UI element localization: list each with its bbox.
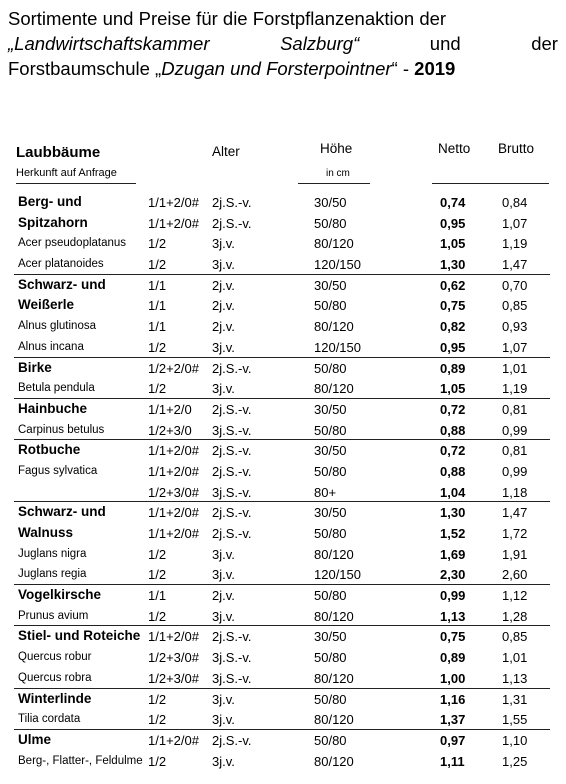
cell-code: 1/2+3/0 xyxy=(148,422,192,438)
cell-age: 2j.v. xyxy=(212,277,235,293)
table-row xyxy=(0,254,566,275)
cell-netto: 0,82 xyxy=(440,319,466,335)
cell-height: 50/80 xyxy=(314,215,347,231)
cell-code: 1/2 xyxy=(148,567,167,583)
cell-name: Weißerle xyxy=(18,297,75,313)
column-alter: Alter xyxy=(212,144,240,159)
cell-brutto: 1,31 xyxy=(502,691,528,707)
cell-code: 1/2 xyxy=(148,339,167,355)
cell-name: Alnus incana xyxy=(18,340,84,353)
cell-height: 80/120 xyxy=(314,753,354,769)
cell-name: Birke xyxy=(18,359,52,375)
cell-age: 2j.v. xyxy=(212,298,235,314)
cell-netto: 0,62 xyxy=(440,277,466,293)
cell-netto: 0,89 xyxy=(440,360,466,376)
cell-age: 3j.v. xyxy=(212,546,235,562)
cell-brutto: 1,91 xyxy=(502,546,528,562)
cell-age: 2j.S.-v. xyxy=(212,732,252,748)
cell-code: 1/2+3/0# xyxy=(148,650,199,666)
cell-name: Betula pendula xyxy=(18,382,95,395)
cell-code: 1/1+2/0 xyxy=(148,401,192,417)
table-row xyxy=(0,626,566,647)
table-row xyxy=(0,275,566,296)
cell-name: Carpinus betulus xyxy=(18,423,105,436)
cell-name: Winterlinde xyxy=(18,690,92,706)
cell-netto: 0,99 xyxy=(440,588,466,604)
cell-age: 3j.S.-v. xyxy=(212,422,252,438)
table-row xyxy=(0,337,566,358)
cell-name: Tilia cordata xyxy=(18,713,81,726)
cell-code: 1/2 xyxy=(148,257,167,273)
table-row xyxy=(0,502,566,523)
cell-height: 30/50 xyxy=(314,401,347,417)
cell-netto: 0,72 xyxy=(440,401,466,417)
cell-brutto: 0,93 xyxy=(502,319,528,335)
cell-code: 1/2+2/0# xyxy=(148,360,199,376)
cell-height: 30/50 xyxy=(314,443,347,459)
cell-netto: 0,95 xyxy=(440,339,466,355)
cell-name: Prunus avium xyxy=(18,609,89,622)
cell-name: Quercus robra xyxy=(18,671,92,684)
header-underline-hoehe xyxy=(298,183,370,184)
cell-brutto: 0,81 xyxy=(502,443,528,459)
cell-netto: 0,75 xyxy=(440,298,466,314)
cell-code: 1/2+3/0# xyxy=(148,670,199,686)
cell-height: 30/50 xyxy=(314,505,347,521)
cell-age: 3j.v. xyxy=(212,691,235,707)
cell-height: 50/80 xyxy=(314,588,347,604)
cell-height: 30/50 xyxy=(314,629,347,645)
cell-netto: 1,00 xyxy=(440,670,466,686)
table-row xyxy=(0,358,566,379)
cell-age: 3j.v. xyxy=(212,339,235,355)
table-row xyxy=(0,482,566,503)
cell-netto: 0,89 xyxy=(440,650,466,666)
cell-brutto: 1,12 xyxy=(502,588,528,604)
cell-height: 30/50 xyxy=(314,277,347,293)
table-row xyxy=(0,606,566,627)
cell-netto: 0,97 xyxy=(440,732,466,748)
cell-code: 1/2 xyxy=(148,546,167,562)
cell-age: 2j.S.-v. xyxy=(212,463,252,479)
cell-netto: 1,04 xyxy=(440,484,466,500)
cell-netto: 1,11 xyxy=(440,753,465,769)
table-row xyxy=(0,378,566,399)
cell-code: 1/1+2/0# xyxy=(148,443,199,459)
cell-name: Quercus robur xyxy=(18,651,92,664)
title-line-1-text: Sortimente und Preise für die Forstpflanzenaktion der xyxy=(8,8,447,29)
cell-brutto: 1,47 xyxy=(502,257,528,273)
cell-age: 2j.v. xyxy=(212,319,235,335)
cell-netto: 1,30 xyxy=(440,257,466,273)
table-row xyxy=(0,316,566,337)
title-the: der xyxy=(531,33,558,54)
header-underline-name xyxy=(16,183,136,184)
cell-age: 2j.S.-v. xyxy=(212,215,252,231)
cell-height: 80/120 xyxy=(314,381,354,397)
cell-brutto: 2,60 xyxy=(502,567,528,583)
cell-brutto: 1,55 xyxy=(502,712,528,728)
title-chamber-city: Salzburg“ xyxy=(280,33,360,54)
cell-age: 2j.S.-v. xyxy=(212,195,252,210)
cell-name: Schwarz- und xyxy=(18,276,106,292)
cell-netto: 0,75 xyxy=(440,629,466,645)
cell-netto: 0,88 xyxy=(440,422,466,438)
cell-name: Vogelkirsche xyxy=(18,587,102,603)
cell-name: Ulme xyxy=(18,731,52,747)
cell-netto: 1,69 xyxy=(440,546,466,562)
cell-code: 1/1+2/0# xyxy=(148,526,199,541)
title-line-3 xyxy=(8,56,558,81)
price-table xyxy=(0,130,566,784)
cell-height: 120/150 xyxy=(314,257,361,273)
cell-code: 1/1 xyxy=(148,277,167,293)
cell-height: 50/80 xyxy=(314,691,347,707)
cell-brutto: 1,47 xyxy=(502,505,528,521)
origin-note: Herkunft auf Anfrage xyxy=(16,167,117,179)
table-row xyxy=(0,647,566,668)
cell-name: Berg- und xyxy=(18,194,82,209)
cell-height: 80/120 xyxy=(314,319,354,335)
title-dash: “ - xyxy=(391,58,415,79)
table-row xyxy=(0,585,566,606)
cell-netto: 0,74 xyxy=(440,195,466,210)
cell-height: 30/50 xyxy=(314,195,347,210)
cell-age: 3j.v. xyxy=(212,608,235,624)
cell-name: Hainbuche xyxy=(18,400,88,416)
title-nursery-label: Forstbaumschule „ xyxy=(8,58,162,79)
cell-age: 3j.S.-v. xyxy=(212,650,252,666)
cell-age: 2j.S.-v. xyxy=(212,443,252,459)
cell-netto: 1,16 xyxy=(440,691,466,707)
cell-age: 2j.S.-v. xyxy=(212,401,252,417)
cell-height: 50/80 xyxy=(314,526,347,541)
cell-age: 3j.v. xyxy=(212,381,235,397)
column-netto: Netto xyxy=(438,141,471,156)
table-row xyxy=(0,420,566,441)
title-chamber: „Landwirtschaftskammer xyxy=(8,33,210,54)
cell-brutto: 1,01 xyxy=(502,650,528,666)
cell-height: 80/120 xyxy=(314,712,354,728)
cell-age: 2j.S.-v. xyxy=(212,360,252,376)
cell-brutto: 1,01 xyxy=(502,360,528,376)
table-row xyxy=(0,399,566,420)
cell-code: 1/2 xyxy=(148,236,167,252)
title-line-1 xyxy=(8,6,558,31)
header-underline-prices xyxy=(432,183,549,184)
cell-code: 1/1+2/0# xyxy=(148,463,199,479)
cell-brutto: 1,72 xyxy=(502,526,528,541)
table-body xyxy=(0,192,566,771)
cell-height: 50/80 xyxy=(314,732,347,748)
cell-brutto: 1,25 xyxy=(502,753,528,769)
table-row xyxy=(0,295,566,316)
cell-brutto: 0,70 xyxy=(502,277,528,293)
cell-code: 1/1 xyxy=(148,319,167,335)
cell-age: 3j.v. xyxy=(212,567,235,583)
cell-name: Acer platanoides xyxy=(18,258,104,271)
cell-height: 80/120 xyxy=(314,608,354,624)
cell-height: 50/80 xyxy=(314,463,347,479)
table-row xyxy=(0,233,566,254)
cell-name: Fagus sylvatica xyxy=(18,464,98,477)
cell-brutto: 1,13 xyxy=(502,670,528,686)
cell-code: 1/1+2/0# xyxy=(148,195,199,210)
table-row xyxy=(0,192,566,213)
cell-height: 50/80 xyxy=(314,650,347,666)
cell-age: 2j.v. xyxy=(212,588,235,604)
cell-code: 1/2+3/0# xyxy=(148,484,199,500)
table-row xyxy=(0,523,566,544)
cell-height: 50/80 xyxy=(314,298,347,314)
cell-code: 1/2 xyxy=(148,608,167,624)
cell-code: 1/2 xyxy=(148,381,167,397)
cell-code: 1/1+2/0# xyxy=(148,732,199,748)
table-row xyxy=(0,751,566,772)
cell-name: Juglans regia xyxy=(18,568,87,581)
cell-brutto: 1,07 xyxy=(502,215,528,231)
cell-netto: 0,72 xyxy=(440,443,466,459)
table-row xyxy=(0,668,566,689)
cell-age: 3j.v. xyxy=(212,236,235,252)
column-hoehe: Höhe xyxy=(320,141,353,156)
document-title xyxy=(8,6,558,81)
cell-age: 3j.v. xyxy=(212,257,235,273)
cell-brutto: 0,85 xyxy=(502,629,528,645)
cell-name: Stiel- und Roteiche xyxy=(18,628,141,644)
cell-brutto: 0,81 xyxy=(502,401,528,417)
cell-netto: 1,05 xyxy=(440,236,466,252)
cell-netto: 0,88 xyxy=(440,463,466,479)
table-row xyxy=(0,689,566,710)
cell-age: 2j.S.-v. xyxy=(212,526,252,541)
cell-brutto: 0,85 xyxy=(502,298,528,314)
cell-height: 80/120 xyxy=(314,236,354,252)
cell-age: 3j.S.-v. xyxy=(212,670,252,686)
cell-height: 50/80 xyxy=(314,422,347,438)
cell-height: 80/120 xyxy=(314,546,354,562)
column-hoehe-unit: in cm xyxy=(326,168,350,179)
cell-age: 3j.v. xyxy=(212,753,235,769)
cell-brutto: 1,19 xyxy=(502,236,528,252)
cell-age: 2j.S.-v. xyxy=(212,629,252,645)
table-row xyxy=(0,544,566,565)
cell-brutto: 0,99 xyxy=(502,422,528,438)
table-row xyxy=(0,440,566,461)
cell-brutto: 1,19 xyxy=(502,381,528,397)
cell-name: Acer pseudoplatanus xyxy=(18,237,127,250)
cell-height: 120/150 xyxy=(314,567,361,583)
cell-age: 2j.S.-v. xyxy=(212,505,252,521)
cell-code: 1/1 xyxy=(148,298,167,314)
cell-netto: 1,05 xyxy=(440,381,466,397)
cell-code: 1/1 xyxy=(148,588,167,604)
cell-name: Juglans nigra xyxy=(18,547,87,560)
cell-height: 50/80 xyxy=(314,360,347,376)
table-row xyxy=(0,213,566,234)
cell-name: Berg-, Flatter-, Feldulme xyxy=(18,754,143,767)
table-row xyxy=(0,709,566,730)
cell-netto: 1,13 xyxy=(440,608,466,624)
cell-netto: 1,52 xyxy=(440,526,466,541)
cell-netto: 1,37 xyxy=(440,712,466,728)
cell-netto: 1,30 xyxy=(440,505,466,521)
cell-code: 1/2 xyxy=(148,691,167,707)
cell-brutto: 0,84 xyxy=(502,195,528,210)
title-year: 2019 xyxy=(414,58,456,79)
cell-code: 1/1+2/0# xyxy=(148,505,199,521)
cell-name: Walnuss xyxy=(18,525,74,540)
cell-code: 1/1+2/0# xyxy=(148,629,199,645)
cell-height: 120/150 xyxy=(314,339,361,355)
cell-age: 3j.v. xyxy=(212,712,235,728)
table-row xyxy=(0,461,566,482)
cell-brutto: 1,18 xyxy=(502,484,528,500)
cell-brutto: 1,10 xyxy=(502,732,528,748)
cell-code: 1/1+2/0# xyxy=(148,215,199,231)
cell-brutto: 0,99 xyxy=(502,463,528,479)
cell-brutto: 1,07 xyxy=(502,339,528,355)
cell-name: Alnus glutinosa xyxy=(18,320,96,333)
cell-brutto: 1,28 xyxy=(502,608,528,624)
cell-code: 1/2 xyxy=(148,712,167,728)
cell-name: Rotbuche xyxy=(18,442,81,458)
cell-netto: 2,30 xyxy=(440,567,466,583)
cell-code: 1/2 xyxy=(148,753,167,769)
title-nursery-name: Dzugan und Forsterpointner xyxy=(161,58,392,79)
title-line-2 xyxy=(8,31,558,56)
cell-name: Spitzahorn xyxy=(18,214,88,230)
category-heading: Laubbäume xyxy=(16,144,101,161)
column-brutto: Brutto xyxy=(498,141,535,156)
cell-height: 80+ xyxy=(314,484,337,500)
table-row xyxy=(0,564,566,585)
cell-height: 80/120 xyxy=(314,670,354,686)
cell-name: Schwarz- und xyxy=(18,504,106,520)
cell-netto: 0,95 xyxy=(440,215,466,231)
cell-age: 3j.S.-v. xyxy=(212,484,252,500)
title-and: und xyxy=(429,33,461,54)
table-row xyxy=(0,730,566,751)
